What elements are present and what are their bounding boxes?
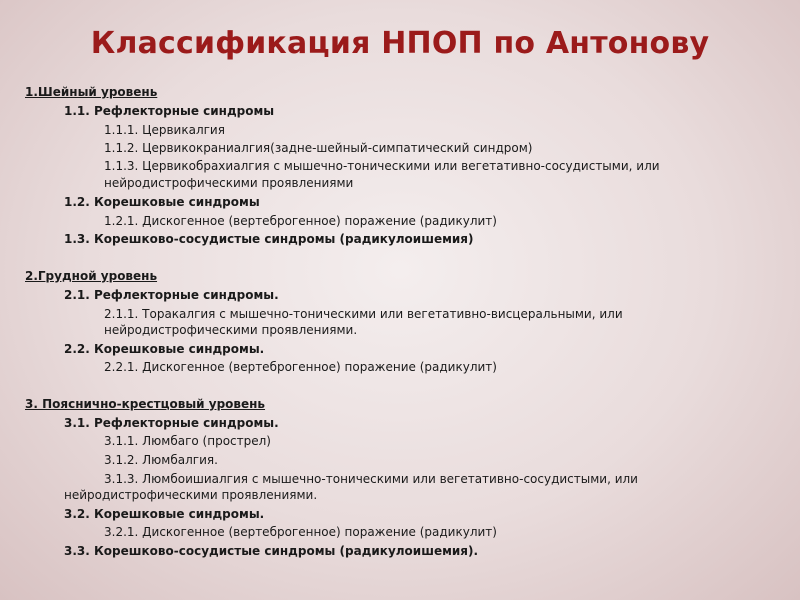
item-lumboischialgia-line2: нейродистрофическими проявлениями. (64, 488, 318, 502)
slide-title: Классификация НПОП по Антонову (90, 26, 710, 61)
subsection-radicular-cervical: 1.2. Корешковые синдромы (64, 195, 260, 209)
section-heading-thoracic: 2.Грудной уровень (25, 269, 158, 283)
item-discogenic-cervical: 1.2.1. Дискогенное (вертеброгенное) поражение (радикулит) (104, 214, 497, 228)
item-thoracalgia-line2: нейродистрофическими проявлениями. (104, 323, 358, 337)
subsection-radicular-vascular-cervical: 1.3. Корешково-сосудистые синдромы (радикулоишемия) (64, 232, 474, 246)
item-lumbalgia: 3.1.2. Люмбалгия. (104, 453, 218, 467)
item-lumbago: 3.1.1. Люмбаго (прострел) (104, 434, 271, 448)
item-cervicalgia: 1.1.1. Цервикалгия (104, 123, 225, 137)
item-discogenic-thoracic: 2.2.1. Дискогенное (вертеброгенное) поражение (радикулит) (104, 360, 497, 374)
item-lumboischialgia-line1: 3.1.3. Люмбоишиалгия с мышечно-тоническими или вегетативно-сосудистыми, или (104, 472, 638, 486)
subsection-radicular-lumbosacral: 3.2. Корешковые синдромы. (64, 507, 265, 521)
subsection-reflex-thoracic: 2.1. Рефлекторные синдромы. (64, 288, 279, 302)
subsection-reflex-lumbosacral: 3.1. Рефлекторные синдромы. (64, 416, 279, 430)
subsection-radicular-vascular-lumbosacral: 3.3. Корешково-сосудистые синдромы (радикулоишемия). (64, 544, 479, 558)
item-cervicocranialgia: 1.1.2. Цервикокраниалгия(задне-шейный-симпатический синдром) (104, 141, 533, 155)
section-heading-lumbosacral: 3. Пояснично-крестцовый уровень (25, 397, 266, 411)
item-cervicobrachialgia-line2: нейродистрофическими проявлениями (104, 176, 354, 190)
subsection-radicular-thoracic: 2.2. Корешковые синдромы. (64, 342, 265, 356)
subsection-reflex-cervical: 1.1. Рефлекторные синдромы (64, 104, 275, 118)
item-thoracalgia-line1: 2.1.1. Торакалгия с мышечно-тоническими или вегетативно-висцеральными, или (104, 307, 623, 321)
item-discogenic-lumbosacral: 3.2.1. Дискогенное (вертеброгенное) поражение (радикулит) (104, 525, 497, 539)
section-heading-cervical: 1.Шейный уровень (25, 85, 158, 99)
item-cervicobrachialgia-line1: 1.1.3. Цервикобрахиалгия с мышечно-тоническими или вегетативно-сосудистыми, или (104, 159, 660, 173)
